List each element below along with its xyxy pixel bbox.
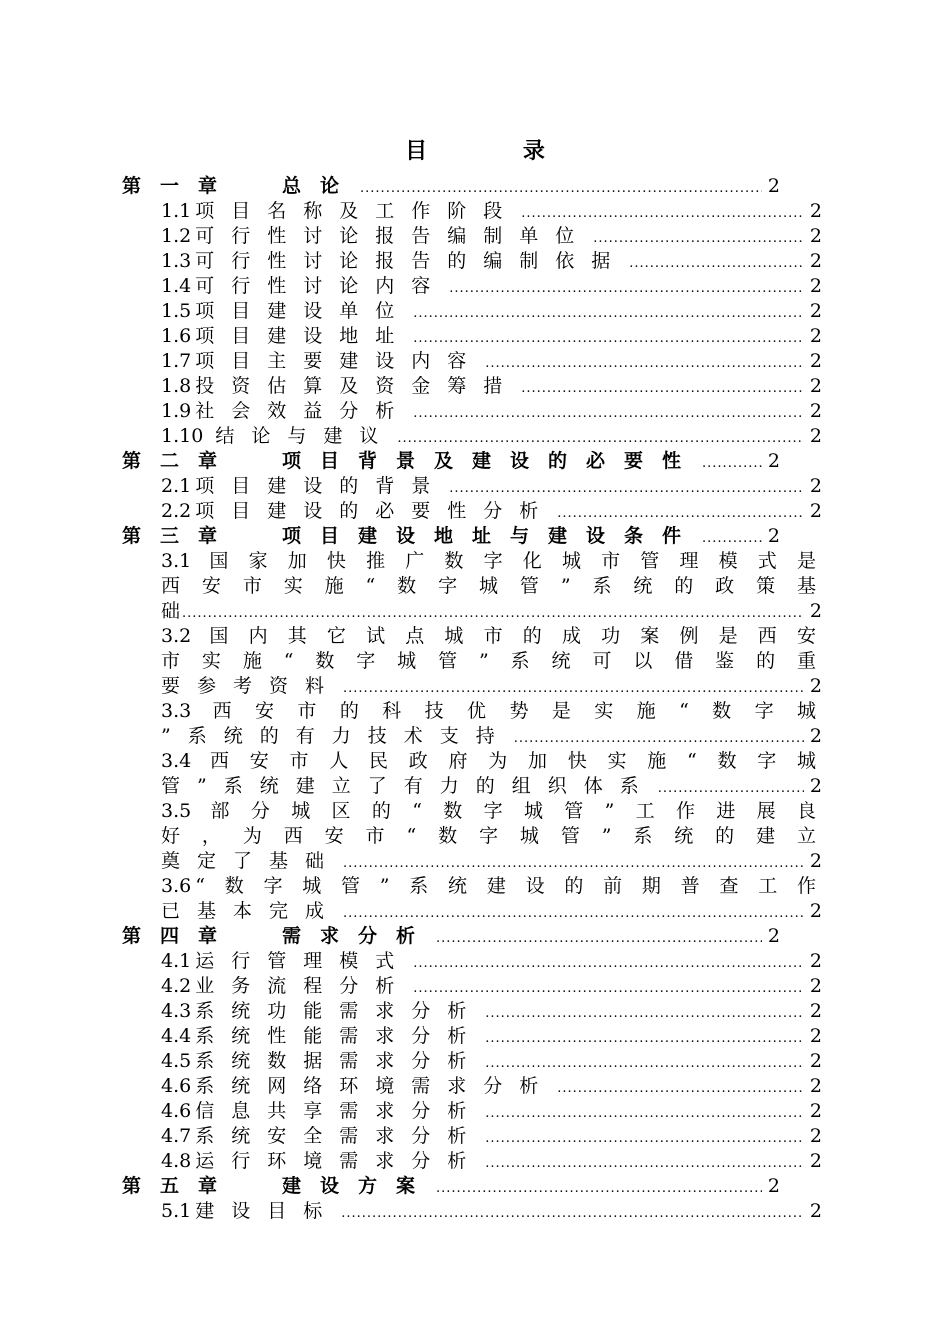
dot-leader (397, 430, 804, 448)
toc-entry-1-2[interactable] (161, 224, 822, 248)
section-number: 1.6 (161, 325, 192, 347)
chapter-number: 第一章 (122, 175, 237, 197)
toc-entry-3-6-end (161, 899, 822, 923)
toc-entry-4-5[interactable] (161, 1049, 822, 1073)
page-number: 2 (809, 975, 822, 997)
page-number: 2 (809, 275, 822, 297)
section-title: 可行性讨论报告的编制依据 (195, 250, 628, 272)
toc-entry-4-4[interactable] (161, 1024, 822, 1048)
toc-title: 目 录 (405, 139, 589, 164)
chapter-title: 项目背景及建设的必要性 (282, 450, 701, 472)
page-number: 2 (767, 175, 780, 197)
section-number: 4.6 (161, 1075, 192, 1097)
section-title: 项目名称及工作阶段 (195, 200, 520, 222)
section-title: 系统性能需求分析 (195, 1025, 484, 1047)
toc-entry-4-3[interactable] (161, 999, 822, 1023)
page-number: 2 (809, 725, 822, 747)
page-number: 2 (809, 425, 822, 447)
page-number: 2 (809, 225, 822, 247)
toc-entry-3-3-end (161, 724, 822, 748)
toc-entry-2-2[interactable] (161, 499, 822, 523)
page-number: 2 (809, 1150, 822, 1172)
section-title-line-3: 奠定了基础 (161, 850, 342, 872)
section-title: 投资估算及资金筹措 (195, 375, 520, 397)
page-number: 2 (809, 1200, 822, 1222)
toc-entry-1-6[interactable] (161, 324, 822, 348)
dot-leader (182, 605, 804, 623)
toc-entry-1-3[interactable] (161, 249, 822, 273)
toc-entry-5-1[interactable] (161, 1199, 822, 1223)
dot-leader (485, 1130, 804, 1148)
page-number: 2 (809, 950, 822, 972)
section-title: 项目主要建设内容 (195, 350, 484, 372)
toc-entry-4-7[interactable] (161, 1124, 822, 1148)
dot-leader (413, 955, 804, 973)
section-title-line-2: 市实施“数字城管”系统可以借鉴的重 (161, 650, 822, 672)
chapter-title: 项目建设地址与建设条件 (282, 525, 701, 547)
page-number: 2 (809, 900, 822, 922)
toc-entry-3-1-cont (161, 574, 822, 598)
section-title-line-2: 好，为西安市“数字城管”系统的建立 (161, 825, 822, 847)
dot-leader (449, 480, 804, 498)
dot-leader (485, 355, 804, 373)
section-title: 项目建设的必要性分析 (195, 500, 556, 522)
section-title: 项目建设的背景 (195, 475, 448, 497)
section-number: 4.8 (161, 1150, 192, 1172)
toc-chapter-1[interactable] (122, 174, 780, 198)
dot-leader (341, 1205, 804, 1223)
chapter-number: 第三章 (122, 525, 237, 547)
section-number: 1.1 (161, 200, 192, 222)
page-number: 2 (809, 1000, 822, 1022)
section-number: 1.9 (161, 400, 192, 422)
section-title-line-2: 已基本完成 (161, 900, 342, 922)
section-number: 4.2 (161, 975, 192, 997)
page-number: 2 (767, 1175, 780, 1197)
section-title-line-3: 础 (161, 600, 181, 622)
page-number: 2 (809, 250, 822, 272)
section-number: 3.5 (161, 800, 192, 822)
section-title: 系统数据需求分析 (195, 1050, 484, 1072)
toc-entry-3-4-end (161, 774, 822, 798)
toc-entry-1-7[interactable] (161, 349, 822, 373)
toc-entry-1-10[interactable] (161, 424, 822, 448)
dot-leader (702, 530, 762, 548)
page-number: 2 (767, 450, 780, 472)
page-number: 2 (809, 1075, 822, 1097)
chapter-title: 需求分析 (282, 925, 435, 947)
section-number: 1.10 (161, 425, 204, 447)
toc-entry-1-5[interactable] (161, 299, 822, 323)
dot-leader (436, 930, 762, 948)
chapter-number: 第四章 (122, 925, 237, 947)
toc-entry-3-4[interactable] (161, 749, 822, 773)
section-title: 社会效益分析 (195, 400, 412, 422)
toc-entry-3-2-cont (161, 649, 822, 673)
chapter-number: 第二章 (122, 450, 237, 472)
chapter-title: 建设方案 (282, 1175, 435, 1197)
section-title-line-1: 国内其它试点城市的成功案例是西安 (195, 625, 822, 647)
page-number: 2 (809, 775, 822, 797)
section-number: 2.2 (161, 500, 192, 522)
toc-entry-3-5-end (161, 849, 822, 873)
section-number: 3.2 (161, 625, 192, 647)
section-title: 系统网络环境需求分析 (195, 1075, 556, 1097)
toc-entry-3-2[interactable] (161, 624, 822, 648)
section-number: 3.3 (161, 700, 192, 722)
section-title: 系统功能需求分析 (195, 1000, 484, 1022)
dot-leader (593, 230, 804, 248)
page-number: 2 (767, 925, 780, 947)
dot-leader (557, 505, 804, 523)
section-number: 1.7 (161, 350, 192, 372)
dot-leader (413, 405, 804, 423)
toc-entry-1-1[interactable] (161, 199, 822, 223)
section-number: 4.7 (161, 1125, 192, 1147)
section-title: 运行环境需求分析 (195, 1150, 484, 1172)
dot-leader (343, 855, 804, 873)
toc-entry-3-5[interactable] (161, 799, 822, 823)
toc-entry-1-9[interactable] (161, 399, 822, 423)
toc-chapter-3[interactable] (122, 524, 780, 548)
dot-leader (449, 280, 804, 298)
dot-leader (702, 455, 762, 473)
section-title-line-2: ”系统的有力技术支持 (161, 725, 512, 747)
toc-entry-4-8[interactable] (161, 1149, 822, 1173)
dot-leader (436, 1180, 762, 1198)
toc-chapter-4[interactable] (122, 924, 780, 948)
section-title: 项目建设地址 (195, 325, 412, 347)
page-number: 2 (809, 1050, 822, 1072)
toc-chapter-5[interactable] (122, 1174, 780, 1198)
dot-leader (485, 1105, 804, 1123)
section-number: 3.6 (161, 875, 192, 897)
page-number: 2 (809, 350, 822, 372)
toc-entry-3-5-cont (161, 824, 822, 848)
toc-entry-1-4[interactable] (161, 274, 822, 298)
section-number: 3.4 (161, 750, 192, 772)
section-number: 4.6 (161, 1100, 192, 1122)
section-number: 4.1 (161, 950, 192, 972)
page-number: 2 (809, 1025, 822, 1047)
section-title-line-2: 西安市实施“数字城管”系统的政策基 (161, 575, 822, 597)
page-number: 2 (809, 675, 822, 697)
toc-entry-3-1[interactable] (161, 549, 822, 573)
toc-entry-2-1[interactable] (161, 474, 822, 498)
dot-leader (413, 330, 804, 348)
dot-leader (629, 255, 804, 273)
toc-entry-3-3[interactable] (161, 699, 822, 723)
dot-leader (413, 305, 804, 323)
section-number: 1.2 (161, 225, 192, 247)
page-number: 2 (809, 200, 822, 222)
dot-leader (485, 1155, 804, 1173)
dot-leader (343, 905, 804, 923)
dot-leader (413, 980, 804, 998)
section-number: 1.3 (161, 250, 192, 272)
toc-entry-4-6b[interactable] (161, 1099, 822, 1123)
dot-leader (485, 1030, 804, 1048)
page-number: 2 (809, 500, 822, 522)
toc-entry-4-1[interactable] (161, 949, 822, 973)
dot-leader (485, 1055, 804, 1073)
dot-leader (521, 380, 804, 398)
section-number: 4.4 (161, 1025, 192, 1047)
section-number: 4.3 (161, 1000, 192, 1022)
page-number: 2 (809, 1100, 822, 1122)
dot-leader (658, 780, 804, 798)
section-title-line-1: 国家加快推广数字化城市管理模式是 (195, 550, 822, 572)
section-number: 3.1 (161, 550, 192, 572)
dot-leader (514, 730, 804, 748)
section-number: 1.4 (161, 275, 192, 297)
section-title-line-2: 管”系统建立了有力的组织体系 (161, 775, 656, 797)
section-title: 信息共享需求分析 (195, 1100, 484, 1122)
section-number: 5.1 (161, 1200, 192, 1222)
chapter-number: 第五章 (122, 1175, 237, 1197)
section-title: 业务流程分析 (195, 975, 412, 997)
section-title: 结论与建议 (215, 425, 396, 447)
chapter-title: 总论 (282, 175, 359, 197)
section-title: 运行管理模式 (195, 950, 412, 972)
page-number: 2 (809, 375, 822, 397)
section-title: 建设目标 (195, 1200, 340, 1222)
toc-chapter-2[interactable] (122, 449, 780, 473)
toc-entry-4-6a[interactable] (161, 1074, 822, 1098)
dot-leader (343, 680, 804, 698)
page-number: 2 (809, 325, 822, 347)
page-number: 2 (767, 525, 780, 547)
section-number: 2.1 (161, 475, 192, 497)
page-number: 2 (809, 300, 822, 322)
section-title: 系统安全需求分析 (195, 1125, 484, 1147)
section-title: 可行性讨论报告编制单位 (195, 225, 592, 247)
section-title-line-3: 要参考资料 (161, 675, 342, 697)
section-title: 可行性讨论内容 (195, 275, 448, 297)
page-number: 2 (809, 600, 822, 622)
section-title: 项目建设单位 (195, 300, 412, 322)
page-number: 2 (809, 475, 822, 497)
toc-entry-4-2[interactable] (161, 974, 822, 998)
dot-leader (521, 205, 804, 223)
dot-leader (485, 1005, 804, 1023)
section-title-line-1: “数字城管”系统建设的前期普查工作 (195, 875, 822, 897)
section-title-line-1: 西安市的科技优势是实施“数字城 (195, 700, 822, 722)
page-number: 2 (809, 1125, 822, 1147)
page-number: 2 (809, 850, 822, 872)
section-number: 1.5 (161, 300, 192, 322)
dot-leader (360, 180, 762, 198)
section-number: 4.5 (161, 1050, 192, 1072)
section-title-line-1: 部分城区的“数字城管”工作进展良 (195, 800, 822, 822)
toc-entry-3-2-end (161, 674, 822, 698)
section-number: 1.8 (161, 375, 192, 397)
dot-leader (557, 1080, 804, 1098)
toc-entry-1-8[interactable] (161, 374, 822, 398)
toc-entry-3-1-end (161, 599, 822, 623)
page-number: 2 (809, 400, 822, 422)
section-title-line-1: 西安市人民政府为加快实施“数字城 (195, 750, 822, 772)
toc-entry-3-6[interactable] (161, 874, 822, 898)
